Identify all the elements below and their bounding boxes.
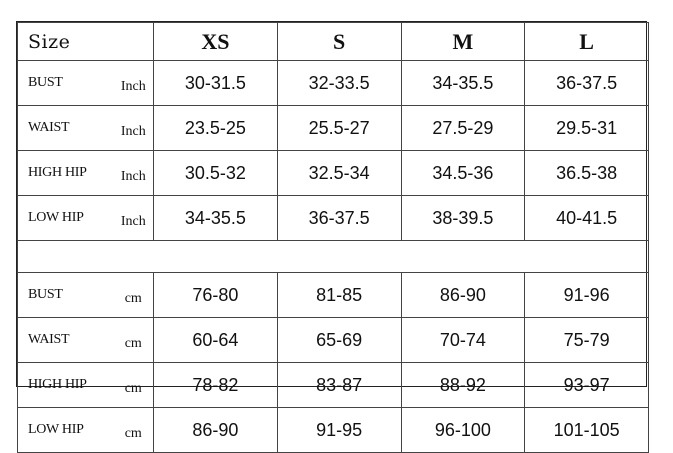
size-header-l: L [525,23,649,61]
measure-label: BUST [18,273,114,318]
table-cell: 83-87 [277,363,401,408]
table-cell: 91-95 [277,408,401,453]
size-header-s: S [277,23,401,61]
table-cell: 101-105 [525,408,649,453]
unit-label: Inch [114,61,154,106]
size-header-xs: XS [154,23,278,61]
table-cell: 78-82 [154,363,278,408]
table-row [18,151,649,196]
blank-divider [18,241,649,273]
table-cell: 81-85 [277,273,401,318]
table-cell: 32.5-34 [277,151,401,196]
table-cell: 40-41.5 [525,196,649,241]
header-row [18,23,649,61]
table-cell: 34.5-36 [401,151,525,196]
table-cell: 29.5-31 [525,106,649,151]
table-cell: 23.5-25 [154,106,278,151]
table-cell: 36.5-38 [525,151,649,196]
table-cell: 86-90 [154,408,278,453]
size-chart [16,21,647,441]
table-cell: 30-31.5 [154,61,278,106]
table-cell: 76-80 [154,273,278,318]
table-cell: 96-100 [401,408,525,453]
table-cell: 27.5-29 [401,106,525,151]
measure-label: HIGH HIP [18,151,114,196]
table-cell: 75-79 [525,318,649,363]
table-cell: 38-39.5 [401,196,525,241]
unit-label: cm [114,363,154,408]
table-cell: 91-96 [525,273,649,318]
size-column-header: Size [18,23,154,61]
table-row [18,363,649,408]
table-cell: 60-64 [154,318,278,363]
table-row [18,106,649,151]
table-cell: 65-69 [277,318,401,363]
table-row [18,273,649,318]
table-cell: 34-35.5 [401,61,525,106]
size-table [17,22,649,453]
unit-label: Inch [114,151,154,196]
size-header-m: M [401,23,525,61]
table-cell: 25.5-27 [277,106,401,151]
measure-label: HIGH HIP [18,363,114,408]
table-row [18,196,649,241]
unit-label: cm [114,273,154,318]
table-row [18,318,649,363]
table-cell: 32-33.5 [277,61,401,106]
table-row [18,61,649,106]
measure-label: LOW HIP [18,196,114,241]
table-cell: 34-35.5 [154,196,278,241]
measure-label: WAIST [18,106,114,151]
unit-label: Inch [114,106,154,151]
table-cell: 30.5-32 [154,151,278,196]
table-cell: 36-37.5 [277,196,401,241]
measure-label: BUST [18,61,114,106]
unit-label: cm [114,318,154,363]
unit-label: cm [114,408,154,453]
section-divider-row [18,241,649,273]
table-row [18,408,649,453]
table-cell: 36-37.5 [525,61,649,106]
table-cell: 88-92 [401,363,525,408]
measure-label: WAIST [18,318,114,363]
table-cell: 86-90 [401,273,525,318]
table-cell: 93-97 [525,363,649,408]
measure-label: LOW HIP [18,408,114,453]
table-cell: 70-74 [401,318,525,363]
unit-label: Inch [114,196,154,241]
